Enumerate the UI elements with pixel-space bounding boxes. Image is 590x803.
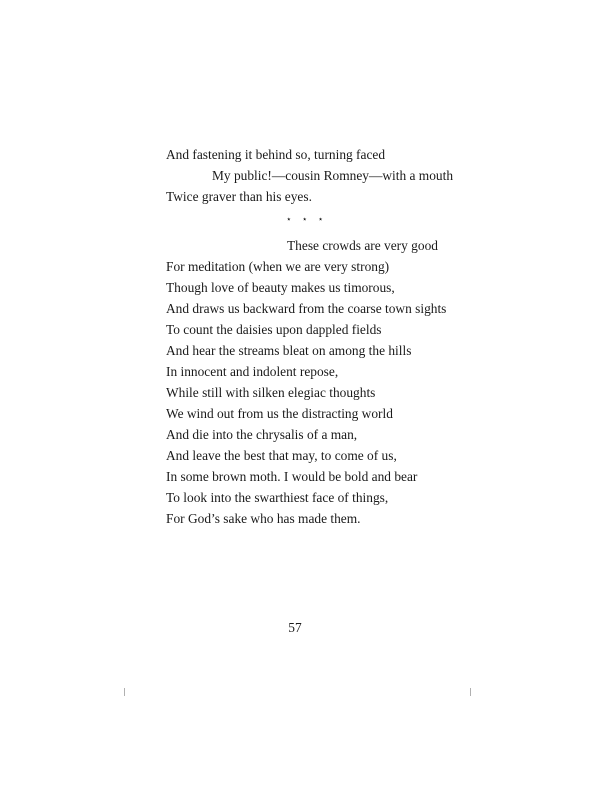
crop-mark-right (470, 688, 471, 696)
poem-line: My public!—cousin Romney—with a mouth (212, 168, 454, 183)
page-number: 57 (288, 620, 302, 635)
poem-line: To count the daisies upon dappled fields (166, 322, 382, 337)
poem-line: While still with silken elegiac thoughts (166, 385, 376, 400)
poem-line: In some brown moth. I would be bold and bear (166, 469, 418, 484)
poem-line: And fastening it behind so, turning faced (166, 147, 386, 162)
crop-mark-left (124, 688, 125, 696)
section-break-stars: ⋆ ⋆ ⋆ (286, 214, 328, 224)
poem-line: In innocent and indolent repose, (166, 364, 339, 379)
poem-line: Twice graver than his eyes. (166, 189, 312, 204)
poem-line: For God’s sake who has made them. (166, 511, 361, 526)
poem-line: And leave the best that may, to come of us, (166, 448, 397, 463)
poem-line: For meditation (when we are very strong) (166, 259, 390, 274)
poem-line: We wind out from us the distracting world (166, 406, 393, 421)
poem-line: To look into the swarthiest face of things, (166, 490, 389, 505)
poem-line: And hear the streams bleat on among the hills (166, 343, 412, 358)
poem-line: And draws us backward from the coarse town sights (166, 301, 447, 316)
poem-line: And die into the chrysalis of a man, (166, 427, 358, 442)
poem-line: Though love of beauty makes us timorous, (166, 280, 395, 295)
poem-text (166, 144, 454, 529)
poem-line: These crowds are very good (287, 238, 438, 253)
